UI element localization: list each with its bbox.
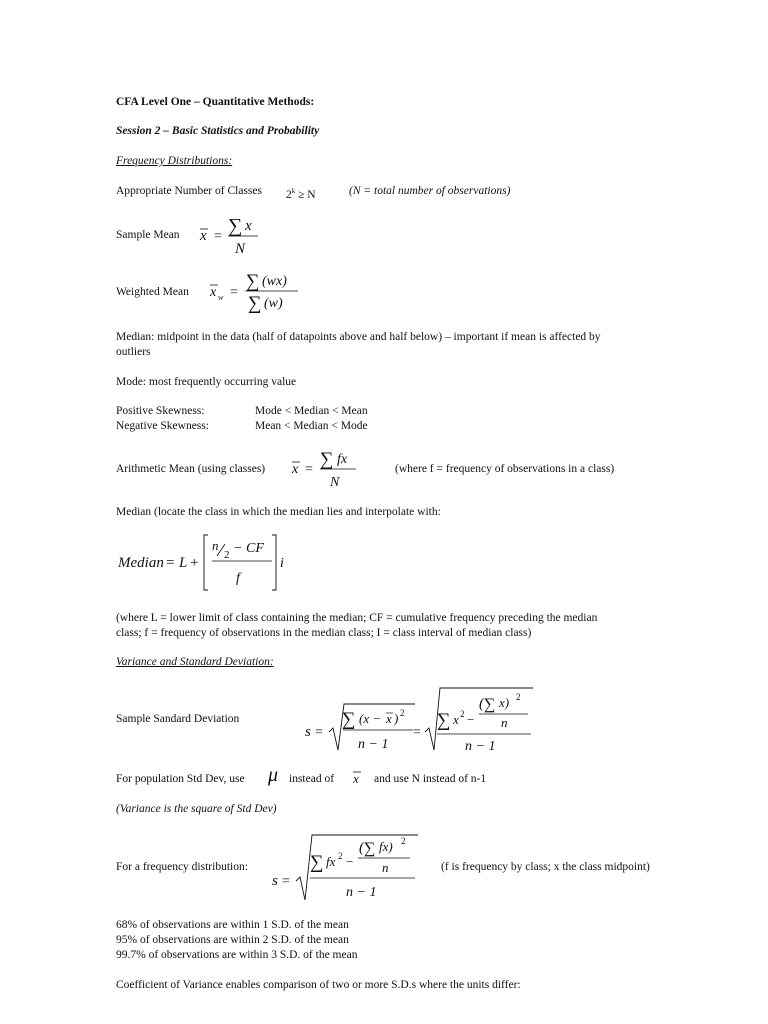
population-sd-text-b: instead of [289,773,335,785]
svg-text:−: − [467,712,475,727]
svg-text:∑: ∑ [484,696,496,713]
arithmetic-mean-formula [290,445,365,496]
rule-997: 99.7% of observations are within 3 S.D. of the mean [116,949,358,961]
svg-text:=: = [230,285,238,300]
rule-68: 68% of observations are within 1 S.D. of the mean [116,919,349,931]
svg-text:n: n [501,715,508,730]
frequency-distribution-label: For a frequency distribution: [116,861,248,873]
svg-text:s: s [272,873,278,889]
negative-skewness-label: Negative Skewness: [116,420,209,432]
svg-text:N: N [235,241,246,257]
median-definition-line2: outliers [116,346,151,358]
svg-text:2: 2 [516,692,521,702]
weighted-mean-formula [208,268,308,319]
svg-text:n − 1: n − 1 [346,885,377,900]
svg-text:=: = [413,725,421,740]
median-interpolation-formula [116,530,296,597]
svg-text:2: 2 [401,836,406,846]
svg-text:=: = [305,462,313,477]
median-class-intro: Median (locate the class in which the median lies and interpolate with: [116,506,441,518]
svg-text:x: x [386,711,392,726]
svg-text:−: − [346,854,354,869]
svg-text:2: 2 [400,708,405,718]
sample-mean-label: Sample Mean [116,229,180,241]
svg-text:x: x [292,462,299,477]
mode-definition: Mode: most frequently occurring value [116,376,297,388]
median-where-line2: class; f = frequency of observations in the median class; I = class interval of median class) [116,627,532,639]
svg-text:=: = [214,229,222,244]
rule-95: 95% of observations are within 2 S.D. of the mean [116,934,349,946]
svg-text:x: x [353,771,359,786]
svg-text:∑: ∑ [342,709,356,730]
svg-text:i: i [280,556,284,571]
svg-text:=: = [282,874,290,889]
svg-text:x: x [453,712,459,727]
population-sd-text-a: For population Std Dev, use [116,773,245,785]
svg-text:2: 2 [460,709,465,719]
svg-text:x: x [210,285,217,300]
positive-skewness-label: Positive Skewness: [116,405,205,417]
positive-skewness-value: Mode < Median < Mean [255,405,368,417]
svg-text:−: − [234,541,242,556]
svg-text:∑: ∑ [246,271,260,292]
svg-text:s: s [305,724,311,740]
svg-text:x: x [245,218,252,234]
svg-text:x: x [200,228,207,244]
svg-text:2: 2 [224,549,230,561]
svg-text:w: w [218,293,224,302]
svg-text:n − 1: n − 1 [358,737,389,752]
x-bar-symbol [352,769,364,790]
svg-text:+: + [190,555,199,571]
svg-text:(wx): (wx) [262,274,287,289]
population-sd-text-c: and use N instead of n-1 [374,773,487,785]
svg-text:Median: Median [118,555,164,571]
svg-text:=: = [315,725,323,740]
svg-text:∑: ∑ [437,710,451,731]
svg-text:∑: ∑ [364,840,376,857]
svg-text:fx: fx [337,452,348,467]
sample-sd-formula [303,684,538,759]
frequency-distribution-sd-formula [270,832,425,907]
svg-text:L: L [179,555,188,571]
section-variance-std-dev: Variance and Standard Deviation: [116,656,274,668]
frequency-distribution-note: (f is frequency by class; x the class midpoint) [441,861,650,873]
weighted-mean-label: Weighted Mean [116,286,189,298]
mu-symbol: μ [268,764,279,786]
svg-text:∑: ∑ [248,293,262,314]
coefficient-of-variance: Coefficient of Variance enables comparison of two or more S.D.s where the units differ: [116,979,521,991]
page-title: CFA Level One – Quantitative Methods: [116,96,315,108]
svg-text:fx): fx) [379,839,393,854]
svg-text:2: 2 [338,851,343,861]
sample-sd-label: Sample Sandard Deviation [116,713,240,725]
median-where-line1: (where L = lower limit of class containing the median; CF = cumulative frequency preceding the median [116,612,598,624]
svg-text:(: ( [359,840,364,856]
svg-text:=: = [166,555,175,571]
arithmetic-mean-note: (where f = frequency of observations in a class) [395,463,615,475]
sample-mean-formula [198,210,268,261]
svg-text:f: f [236,571,240,586]
svg-text:CF: CF [246,541,264,556]
svg-text:(: ( [479,696,484,712]
classes-note: (N = total number of observations) [349,185,511,197]
negative-skewness-value: Mean < Median < Mode [255,420,368,432]
svg-text:n − 1: n − 1 [465,739,496,754]
classes-label: Appropriate Number of Classes [116,185,262,197]
svg-text:n: n [212,538,219,553]
median-definition-line1: Median: midpoint in the data (half of datapoints above and half below) – important if mean is affected by [116,331,601,343]
svg-text:): ) [394,711,399,726]
section-frequency-distributions: Frequency Distributions: [116,155,233,167]
svg-text:(x −: (x − [359,711,382,726]
svg-text:x): x) [499,695,510,710]
svg-text:∑: ∑ [310,852,324,873]
svg-text:n: n [382,860,389,875]
svg-text:fx: fx [326,854,336,869]
svg-text:∑: ∑ [320,449,334,470]
classes-formula: $2^k \ge N$ [286,187,316,201]
session-heading: Session 2 – Basic Statistics and Probability [116,125,320,137]
arithmetic-mean-label: Arithmetic Mean (using classes) [116,463,266,475]
svg-text:∑: ∑ [228,215,243,237]
svg-text:(w): (w) [264,296,283,311]
svg-text:N: N [330,475,340,490]
variance-note: (Variance is the square of Std Dev) [116,803,277,815]
